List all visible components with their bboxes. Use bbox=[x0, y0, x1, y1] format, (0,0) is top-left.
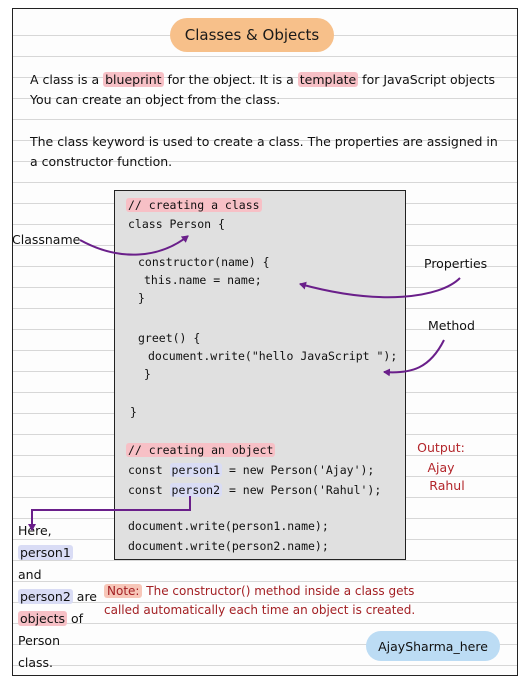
write-person1-name: document.write(person1.name); bbox=[128, 519, 329, 533]
comment-creating-class: // creating a class bbox=[128, 198, 260, 212]
note-tag: Note: bbox=[104, 584, 142, 598]
intro-line-1: A class is a blueprint for the object. It is a template for JavaScript objects bbox=[30, 72, 496, 87]
page-title: Classes & Objects bbox=[170, 18, 334, 52]
here-objects-note: Here, person1 and person2 are objects of Person class. bbox=[18, 523, 98, 670]
class-declaration: class Person { bbox=[128, 217, 225, 231]
constructor-declaration: constructor(name) { bbox=[138, 255, 270, 269]
method-label: Method bbox=[428, 318, 475, 333]
person2-declaration: const person2 = new Person('Rahul'); bbox=[128, 483, 382, 497]
constructor-close-brace: } bbox=[138, 291, 145, 305]
class-keyword-paragraph bbox=[30, 132, 498, 172]
highlight-template: template bbox=[299, 72, 357, 87]
note-objects: objects bbox=[20, 611, 66, 626]
greet-declaration: greet() { bbox=[138, 331, 201, 345]
constructor-note: Note: The constructor() method inside a class gets called automatically each time an object is created. bbox=[104, 584, 416, 617]
code-block bbox=[114, 190, 406, 560]
highlight-blueprint: blueprint bbox=[105, 72, 162, 87]
keyword-line-2: a constructor function. bbox=[30, 154, 173, 169]
intro-line-2: You can create an object from the class. bbox=[30, 92, 281, 107]
author-handle: AjaySharma_here bbox=[366, 631, 500, 661]
output-ajay: Ajay bbox=[427, 460, 455, 475]
classname-label: Classname bbox=[12, 232, 81, 247]
person1-declaration: const person1 = new Person('Ajay'); bbox=[128, 463, 375, 477]
document-write-hello: document.write("hello JavaScript "); bbox=[148, 349, 398, 363]
intro-paragraph bbox=[30, 70, 495, 110]
note-person2: person2 bbox=[20, 589, 71, 604]
class-close-brace: } bbox=[130, 405, 137, 419]
output-rahul: Rahul bbox=[429, 478, 465, 493]
this-name-assignment: this.name = name; bbox=[144, 273, 262, 287]
output-label: Output: bbox=[417, 440, 465, 455]
note-person1: person1 bbox=[20, 545, 71, 560]
greet-close-brace: } bbox=[144, 367, 151, 381]
person2-variable: person2 bbox=[171, 483, 221, 497]
write-person2-name: document.write(person2.name); bbox=[128, 539, 329, 553]
properties-label: Properties bbox=[424, 256, 488, 271]
comment-creating-object: // creating an object bbox=[128, 443, 274, 457]
person1-variable: person1 bbox=[171, 463, 221, 477]
keyword-line-1: The class keyword is used to create a class. The properties are assigned in bbox=[30, 134, 498, 149]
